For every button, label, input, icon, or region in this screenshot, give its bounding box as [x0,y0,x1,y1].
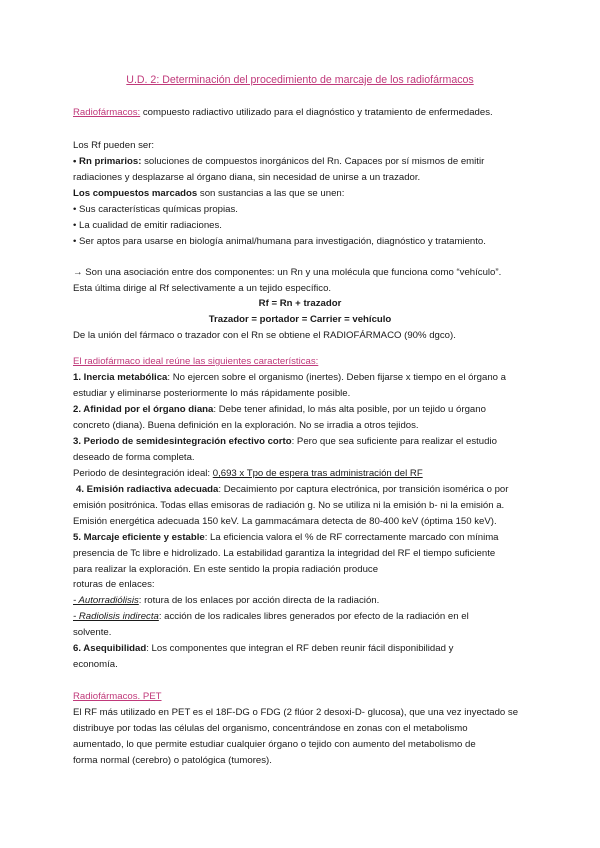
char-3-text: : Pero que sea suficiente para realizar el estudio [291,436,497,447]
ideal-period-lead: Periodo de desintegración ideal: [73,468,213,479]
list-item: • La cualidad de emitir radiaciones. [73,220,222,231]
intro-paragraph [73,107,493,119]
marcados-text: son sustancias a las que se unen: [197,188,345,199]
primarios-label: Rn primarios: [79,156,142,167]
pet-line4: forma normal (cerebro) o patológica (tumores). [73,755,272,766]
char-2 [73,404,486,416]
association-line3: De la unión del fármaco o trazador con el Rn se obtiene el RADIOFÁRMACO (90% dgco). [73,330,456,341]
autorradiolisis-label: - Autorradiólisis [73,595,139,606]
char-1-cont: estudiar y eliminarse posteriormente lo más rápidamente posible. [73,388,351,399]
pet-line3: aumentado, lo que permite estudiar cualquier órgano o tejido con aumento del metabolismo de [73,739,476,750]
char-1 [73,372,506,384]
pet-heading: Radiofármacos. PET [73,691,162,702]
char-5-cont: presencia de Tc libre e hidrolizado. La estabilidad garantiza la integridad del RF el tiempo suficiente [73,548,496,559]
char-3-ideal [73,468,423,480]
char-5-label: 5. Marcaje eficiente y estable [73,532,205,543]
char-6 [73,643,453,655]
char-2-text: : Debe tener afinidad, lo más alta posible, por un tejido u órgano [213,404,486,415]
radiolisis-label: - Radiolisis indirecta [73,611,159,622]
char-4-label: 4. Emisión radiactiva adecuada [76,484,219,495]
radiolisis-cont: solvente. [73,627,112,638]
bullet-primarios: • [73,156,77,167]
association-line2: Esta última dirige al Rf selectivamente a un tejido específico. [73,283,332,294]
char-1-text: : No ejercen sobre el organismo (inertes). Deben fijarse x tiempo en el órgano a [167,372,507,383]
formula-trazador: Trazador = portador = Carrier = vehículo [208,314,392,325]
marcados-label: Los compuestos marcados [73,188,198,199]
char-4 [76,484,508,496]
primarios-text: soluciones de compuestos inorgánicos del Rn. Capaces por sí mismos de emitir [141,156,485,167]
char-4-cont: emisión positrónica. Todas ellas emisoras de radiación g. No se utiliza ni la emisión b- ni la emisión a. [73,500,505,511]
intro-definition: compuesto radiactivo utilizado para el diagnóstico y tratamiento de enfermedades. [140,107,493,118]
radiolisis-indirecta [73,611,469,623]
char-2-label: 2. Afinidad por el órgano diana [73,404,214,415]
char-4-text: : Decaimiento por captura electrónica, por transición isomérica o por [218,484,509,495]
char-1-label: 1. Inercia metabólica [73,372,168,383]
char-5 [73,532,499,544]
char-5-text: : La eficiencia valora el % de RF correctamente marcado con mínima [204,532,499,543]
char-6-label: 6. Asequibilidad [73,643,147,654]
association-line1: → Son una asociación entre dos componentes: un Rn y una molécula que funciona como “vehículo”. [73,267,502,278]
char-2-cont: concreto (diana). Buena definición en la exploración. No se irradia a otros tejidos. [73,420,419,431]
list-item: • Sus características químicas propias. [73,204,238,215]
char-5-cont3: roturas de enlaces: [73,579,155,590]
char-6-text: : Los componentes que integran el RF deben reunir fácil disponibilidad y [146,643,454,654]
ideal-period-value: 0,693 x Tpo de espera tras administración del RF [212,468,423,479]
ideal-heading: El radiofármaco ideal reúne las siguientes características: [73,356,319,367]
list-item: • Ser aptos para usarse en biología animal/humana para investigación, diagnóstico y tratamiento. [73,236,486,247]
autorradiolisis-text: : rotura de los enlaces por acción directa de la radiación. [138,595,380,606]
autorradiolisis [73,595,379,607]
char-3-cont: deseado de forma completa. [73,452,195,463]
char-3-label: 3. Periodo de semidesintegración efectivo corto [73,436,292,447]
types-lead: Los Rf pueden ser: [73,140,155,151]
pet-line2: distribuye por todas las células del organismo, concentrándose en zonas con el metabolismo [73,723,468,734]
formula-rf: Rf = Rn + trazador [258,298,342,309]
types-primarios-line1 [73,156,484,168]
types-primarios-line2: radiaciones y desplazarse al órgano diana, sin necesidad de unirse a un trazador. [73,172,421,183]
pet-line1: El RF más utilizado en PET es el 18F-DG o FDG (2 flúor 2 desoxi-D- glucosa), que una vez inyectado se [73,707,519,718]
intro-term: Radiofármacos: [73,107,141,118]
radiolisis-text: : acción de los radicales libres generados por efecto de la radiación en el [158,611,469,622]
char-3 [73,436,497,448]
char-6-cont: economía. [73,659,118,670]
char-5-cont2: para realizar la exploración. En este sentido la propia radiación produce [73,564,379,575]
char-4-cont2: Emisión energética adecuada 150 keV. La gammacámara detecta de 80-400 keV (óptima 150 keV). [73,516,497,527]
types-marcados [73,188,344,200]
document-title: U.D. 2: Determinación del procedimiento de marcaje de los radiofármacos [126,74,474,86]
